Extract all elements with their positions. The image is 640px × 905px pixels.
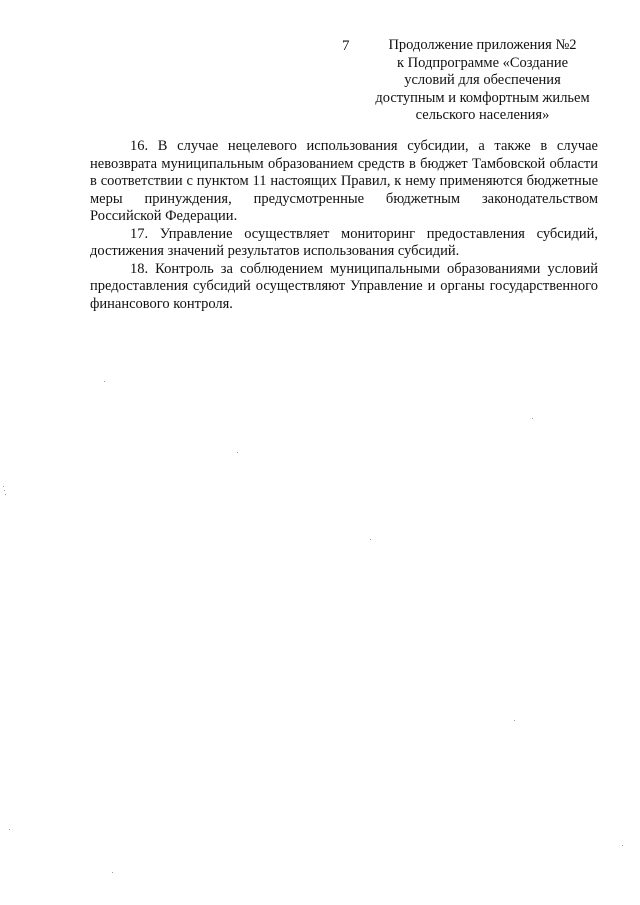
header-line: Продолжение приложения №2: [388, 37, 577, 53]
scan-speck: [9, 829, 10, 830]
scan-speck: [532, 418, 533, 419]
scan-speck: [514, 720, 515, 721]
scan-speck: [3, 486, 4, 487]
document-body: [90, 138, 598, 313]
scan-speck: [622, 845, 623, 846]
scan-speck: [5, 494, 6, 495]
appendix-header: [360, 37, 605, 125]
header-line: условий для обеспечения: [404, 72, 561, 89]
paragraph-18: 18. Контроль за соблюдением муниципальными образованиями условий предоставления субсидий осуществляют Управление и органы государственного финансового контроля.: [90, 260, 598, 312]
page-number: 7: [342, 38, 350, 54]
header-line: к Подпрограмме «Создание: [396, 54, 569, 71]
header-line: сельского населения»: [415, 107, 550, 124]
scan-speck: [370, 539, 371, 540]
scan-speck: [237, 452, 238, 453]
paragraph-16: 16. В случае нецелевого использования субсидии, а также в случае невозврата муниципальным образованием средств в бюджет Тамбовской области в соответствии с пунктом 11 настоящих Правил, к нему применяются бюджетные меры принуждения, предусмотренные бюджетным законодательством Российской Федерации.: [90, 138, 598, 224]
scan-speck: [104, 381, 105, 382]
header-line: доступным и комфортным жильем: [375, 89, 590, 106]
scan-speck: [4, 490, 5, 491]
paragraph-17: 17. Управление осуществляет мониторинг предоставления субсидий, достижения значений результатов использования субсидий.: [90, 225, 598, 259]
scan-speck: [112, 872, 113, 873]
